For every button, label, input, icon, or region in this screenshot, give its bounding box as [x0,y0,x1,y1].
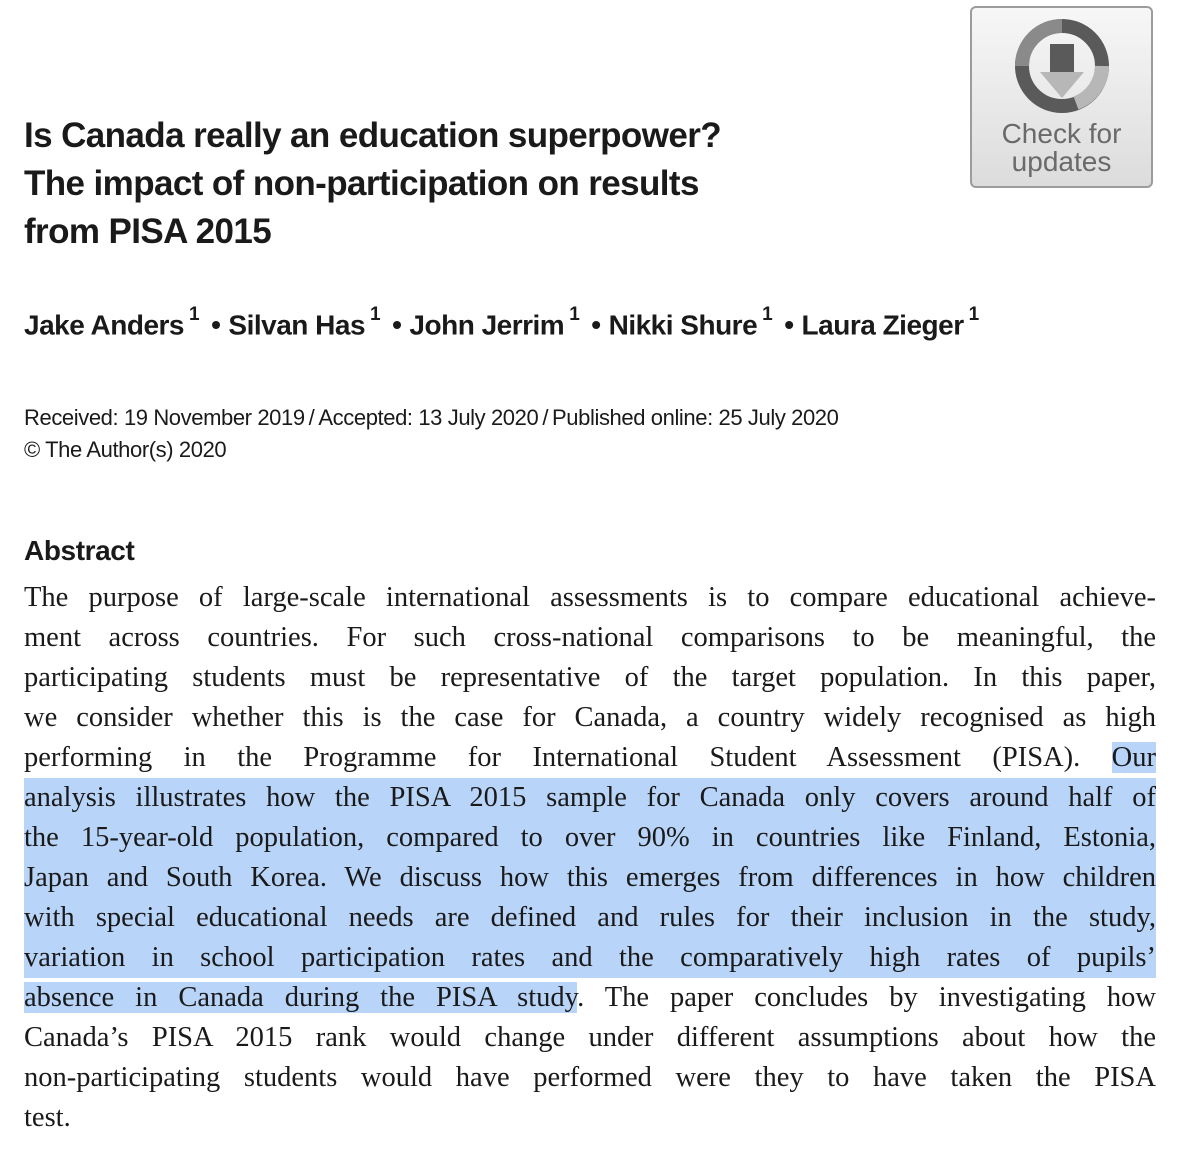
abstract-line: test. [24,1102,71,1133]
badge-line1: Check for [1001,118,1122,149]
highlighted-line[interactable]: with special educational needs are defined and rules for their inclusion in the study, [24,898,1156,938]
author-separator: • [392,309,402,341]
highlighted-text[interactable]: absence in Canada during the PISA study [24,982,578,1013]
date-separator: / [308,405,315,430]
author-name[interactable]: Laura Zieger [801,309,964,341]
author-separator: • [591,309,601,341]
author-affiliation: 1 [569,304,580,325]
highlighted-text[interactable]: Our [1111,742,1156,773]
history-line [24,402,838,434]
abstract-line: performing in the Programme for International Student Assessment (PISA). Our [24,742,1156,773]
accepted-date: Accepted: 13 July 2020 [318,405,539,430]
author-separator: • [784,309,794,341]
author-affiliation: 1 [762,304,773,325]
publication-dates [24,402,838,466]
author-name[interactable]: Silvan Has [228,309,366,341]
crossmark-icon [1014,18,1110,114]
highlighted-line[interactable]: variation in school participation rates and the comparatively high rates of pupils’ [24,938,1156,978]
author-affiliation: 1 [370,304,381,325]
author-separator: • [211,309,221,341]
author-affiliation: 1 [189,304,200,325]
abstract-line: The purpose of large-scale international assessments is to compare educational achieve- [24,582,1156,613]
author-list [24,304,979,341]
highlighted-line[interactable]: Japan and South Korea. We discuss how this emerges from differences in how children [24,858,1156,898]
paper-title [24,112,844,256]
title-line: The impact of non-participation on results [24,164,699,203]
abstract-line: ment across countries. For such cross-national comparisons to be meaningful, the [24,622,1156,653]
received-date: Received: 19 November 2019 [24,405,305,430]
author-name[interactable]: John Jerrim [409,309,565,341]
abstract-heading: Abstract [24,535,135,566]
abstract-line: we consider whether this is the case for Canada, a country widely recognised as high [24,702,1156,733]
copyright-line: © The Author(s) 2020 [24,437,227,462]
author-name[interactable]: Jake Anders [24,309,184,341]
author-affiliation: 1 [968,304,979,325]
highlighted-line[interactable]: the 15-year-old population, compared to over 90% in countries like Finland, Estonia, [24,818,1156,858]
badge-line2: updates [1011,146,1112,177]
abstract-line: participating students must be representative of the target population. In this paper, [24,662,1156,693]
published-date: Published online: 25 July 2020 [552,405,839,430]
abstract-line: non-participating students would have performed were they to have taken the PISA [24,1062,1156,1093]
abstract-body [24,578,1156,1138]
author-name[interactable]: Nikki Shure [608,309,758,341]
highlighted-line[interactable]: analysis illustrates how the PISA 2015 sample for Canada only covers around half of [24,778,1156,818]
title-line: from PISA 2015 [24,212,272,251]
title-line: Is Canada really an education superpower? [24,116,722,155]
check-for-updates-badge[interactable] [970,6,1153,188]
abstract-line: Canada’s PISA 2015 rank would change under different assumptions about how the [24,1022,1156,1053]
date-separator: / [542,405,549,430]
abstract-line: absence in Canada during the PISA study. The paper concludes by investigating how [24,982,1157,1013]
